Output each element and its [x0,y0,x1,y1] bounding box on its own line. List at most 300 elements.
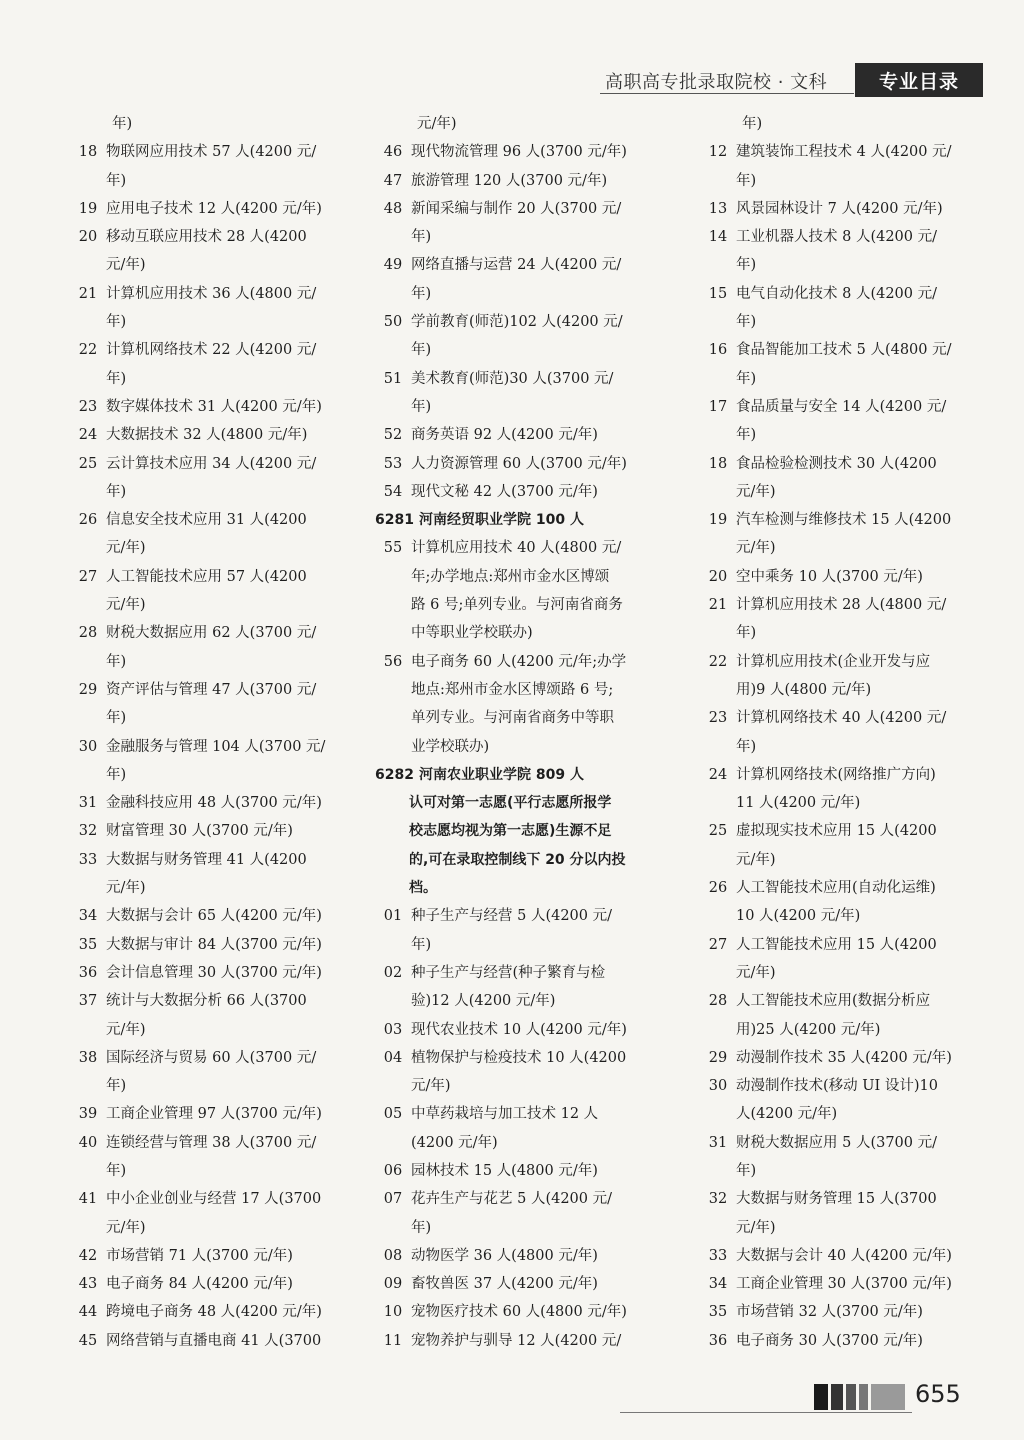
major-number: 20 [708,568,728,585]
major-number: 39 [78,1106,98,1123]
major-number: 11 [383,1332,403,1349]
major-number: 40 [78,1134,98,1151]
major-text [411,308,665,365]
column-1 [70,110,350,1355]
major-text [411,138,665,166]
major-entry [700,591,990,648]
major-number: 24 [78,427,98,444]
major-number: 44 [78,1304,98,1321]
major-text-line: 电子商务 84 人(4200 元/年) [106,1276,293,1293]
major-text [106,1242,350,1270]
major-text-line: 虚拟现实技术应用 15 人(4200 [736,823,937,840]
major-text [411,421,665,449]
major-entry [70,619,350,676]
major-entry [70,506,350,563]
major-entry [70,223,350,280]
major-text-line: 财税大数据应用 62 人(3700 元/ [106,625,317,642]
major-entry [700,931,990,988]
major-entry [700,761,990,818]
major-entry [375,1016,665,1044]
major-text [736,1242,990,1270]
major-number: 32 [708,1191,728,1208]
major-text [736,874,990,931]
major-text-line: 年) [411,229,432,246]
major-text [736,761,990,818]
major-text-line: 11 人(4200 元/年) [736,795,861,812]
major-text-line: 动漫制作技术(移动 UI 设计)10 [736,1078,938,1095]
major-entry [70,987,350,1044]
major-text-line: 现代物流管理 96 人(3700 元/年) [411,144,627,161]
major-number: 22 [708,653,728,670]
major-number: 31 [708,1134,728,1151]
major-number: 20 [78,229,98,246]
major-number: 23 [78,398,98,415]
major-entry [700,195,990,223]
major-text [736,450,990,507]
major-text-line: 验)12 人(4200 元/年) [411,993,556,1010]
major-entry [375,959,665,1016]
major-entry [70,393,350,421]
admission-note-line: 校志愿均视为第一志愿)生源不足 [409,823,612,840]
major-entry [375,1044,665,1101]
major-entry [700,223,990,280]
major-text-line: 市场营销 71 人(3700 元/年) [106,1247,293,1264]
major-text-line: 年) [106,314,127,331]
major-number: 56 [383,653,403,670]
major-number: 27 [78,568,98,585]
major-text-line: 资产评估与管理 47 人(3700 元/ [106,681,317,698]
major-text-line: (4200 元/年) [411,1134,498,1151]
major-text [736,138,990,195]
major-text-line: 大数据技术 32 人(4800 元/年) [106,427,308,444]
major-text [411,1157,665,1185]
major-entry [375,167,665,195]
major-text-line: 年) [736,370,757,387]
major-text-line: 应用电子技术 12 人(4200 元/年) [106,200,322,217]
admission-note [375,789,665,902]
major-entry [700,138,990,195]
major-text-line: 现代文秘 42 人(3700 元/年) [411,483,598,500]
major-entry [375,365,665,422]
major-entry [375,1157,665,1185]
major-text-line: 元/年) [106,597,146,614]
major-number: 28 [78,625,98,642]
major-number: 18 [78,144,98,161]
major-text-line: 年) [106,1162,127,1179]
major-text-line: 风景园林设计 7 人(4200 元/年) [736,200,943,217]
major-text-line: 动物医学 36 人(4800 元/年) [411,1247,598,1264]
major-number: 34 [78,908,98,925]
major-number: 09 [383,1276,403,1293]
major-entry [70,959,350,987]
major-number: 55 [383,540,403,557]
major-text [106,1327,350,1355]
major-text-line: 大数据与会计 40 人(4200 元/年) [736,1247,952,1264]
major-text-line: 计算机应用技术 28 人(4800 元/ [736,597,947,614]
major-text-line: 食品智能加工技术 5 人(4800 元/ [736,342,952,359]
major-text-line: 单列专业。与河南省商务中等职 [411,710,614,727]
major-number: 21 [78,285,98,302]
major-text-line: 美术教育(师范)30 人(3700 元/ [411,370,614,387]
major-text-line: 年;办学地点:郑州市金水区博颂 [411,568,610,585]
page-number: 655 [915,1380,961,1408]
major-entry [375,1242,665,1270]
major-number: 26 [708,880,728,897]
major-text-line: 学前教育(师范)102 人(4200 元/ [411,314,623,331]
major-entry [375,478,665,506]
major-text-line: 业学校联办) [411,738,490,755]
major-entry [700,1242,990,1270]
major-text [411,902,665,959]
major-text [106,223,350,280]
major-text-line: 年) [106,710,127,727]
major-entry [700,1270,990,1298]
major-text-line: 畜牧兽医 37 人(4200 元/年) [411,1276,598,1293]
major-number: 37 [78,993,98,1010]
school-code: 6281 [375,512,414,529]
major-text-line: 中等职业学校联办) [411,625,533,642]
major-text-line: 元/年) [411,1078,451,1095]
major-text-line: 地点:郑州市金水区博颂路 6 号; [411,681,614,698]
major-text [736,336,990,393]
major-number: 12 [708,144,728,161]
major-text [106,421,350,449]
major-text [736,648,990,705]
major-text [411,1016,665,1044]
major-text [736,817,990,874]
major-text [106,619,350,676]
major-entry [70,421,350,449]
major-text-line: 植物保护与检疫技术 10 人(4200 [411,1049,627,1066]
major-text [106,846,350,903]
major-text-line: 金融服务与管理 104 人(3700 元/ [106,738,326,755]
column-2 [375,110,665,1355]
major-text-line: 国际经济与贸易 60 人(3700 元/ [106,1049,317,1066]
major-entry [700,817,990,874]
major-number: 01 [383,908,403,925]
major-number: 16 [708,342,728,359]
major-number: 26 [78,512,98,529]
major-text-line: 年) [411,285,432,302]
major-number: 27 [708,936,728,953]
major-text [736,506,990,563]
major-text [736,1298,990,1326]
major-text-line: 人工智能技术应用(自动化运维) [736,880,936,897]
major-number: 21 [708,597,728,614]
major-number: 22 [78,342,98,359]
major-number: 25 [708,823,728,840]
major-text-line: 计算机应用技术 36 人(4800 元/ [106,285,317,302]
major-text-line: 年) [736,172,757,189]
major-text [736,704,990,761]
major-number: 46 [383,144,403,161]
major-entry [375,1270,665,1298]
major-text [411,959,665,1016]
major-text-line: 物联网应用技术 57 人(4200 元/ [106,144,317,161]
major-entry [70,1044,350,1101]
column-3 [700,110,990,1355]
major-entry [375,1327,665,1355]
major-entry [700,1298,990,1326]
major-number: 36 [708,1332,728,1349]
major-text [106,789,350,817]
major-text-line: 年) [411,936,432,953]
major-text [106,1100,350,1128]
major-text-line: 人力资源管理 60 人(3700 元/年) [411,455,627,472]
major-number: 38 [78,1049,98,1066]
major-entry [70,195,350,223]
major-entry [700,1072,990,1129]
major-number: 06 [383,1162,403,1179]
major-entry [700,506,990,563]
major-text-line: 移动互联应用技术 28 人(4200 [106,229,307,246]
major-text [106,138,350,195]
major-text [106,195,350,223]
major-text-line: 元/年) [106,1021,146,1038]
major-text-line: 中草药栽培与加工技术 12 人 [411,1106,599,1123]
major-number: 52 [383,427,403,444]
major-text [106,336,350,393]
major-number: 17 [708,398,728,415]
major-text-line: 宠物医疗技术 60 人(4800 元/年) [411,1304,627,1321]
major-number: 24 [708,766,728,783]
major-text-line: 金融科技应用 48 人(3700 元/年) [106,795,322,812]
major-entry [700,563,990,591]
major-text [411,167,665,195]
major-text-line: 人工智能技术应用 57 人(4200 [106,568,307,585]
major-text [736,280,990,337]
major-text [106,450,350,507]
major-text-line: 网络直播与运营 24 人(4200 元/ [411,257,622,274]
major-number: 15 [708,285,728,302]
major-text-line: 会计信息管理 30 人(3700 元/年) [106,964,322,981]
major-number: 07 [383,1191,403,1208]
major-entry [700,1129,990,1186]
major-number: 30 [708,1078,728,1095]
major-text [736,987,990,1044]
major-entry [70,931,350,959]
major-text-line: 年) [736,625,757,642]
major-text-line: 工业机器人技术 8 人(4200 元/ [736,229,937,246]
major-entry [70,563,350,620]
major-number: 33 [708,1247,728,1264]
major-text-line: 人工智能技术应用 15 人(4200 [736,936,937,953]
major-entry [70,902,350,930]
major-entry [375,1298,665,1326]
footer-decoration [814,1384,905,1410]
major-text-line: 中小企业创业与经营 17 人(3700 [106,1191,322,1208]
major-entry [700,1044,990,1072]
major-text-line: 人(4200 元/年) [736,1106,838,1123]
major-entry [70,1185,350,1242]
major-text-line: 信息安全技术应用 31 人(4200 [106,512,307,529]
major-number: 28 [708,993,728,1010]
major-number: 02 [383,964,403,981]
major-text [411,1185,665,1242]
major-entry [70,1100,350,1128]
major-number: 34 [708,1276,728,1293]
major-number: 19 [78,200,98,217]
major-text-line: 电气自动化技术 8 人(4200 元/ [736,285,937,302]
major-text-line: 计算机网络技术 40 人(4200 元/ [736,710,947,727]
major-text [411,1242,665,1270]
school-code: 6282 [375,766,414,783]
major-entry [700,874,990,931]
school-name: 河南农业职业学院 809 人 [419,766,584,783]
major-entry [375,251,665,308]
major-text-line: 连锁经营与管理 38 人(3700 元/ [106,1134,317,1151]
major-text [411,534,665,647]
major-text [106,1129,350,1186]
major-text [736,393,990,450]
major-entry [70,138,350,195]
major-entry [375,534,665,647]
major-text-line: 年) [106,653,127,670]
major-number: 29 [708,1049,728,1066]
major-text-line: 年) [106,483,127,500]
major-entry [70,450,350,507]
major-text-line: 统计与大数据分析 66 人(3700 [106,993,307,1010]
major-text [411,450,665,478]
major-entry [70,1129,350,1186]
major-entry [375,138,665,166]
continued-text: 元/年) [417,116,457,132]
major-number: 14 [708,229,728,246]
major-entry [70,733,350,790]
major-text-line: 用)9 人(4800 元/年) [736,681,872,698]
major-number: 03 [383,1021,403,1038]
major-text [411,365,665,422]
major-number: 54 [383,483,403,500]
major-text-line: 年) [736,314,757,331]
major-text-line: 元/年) [106,257,146,274]
major-text-line: 元/年) [736,483,776,500]
major-text-line: 年) [736,427,757,444]
major-text [736,1129,990,1186]
school-name: 河南经贸职业学院 100 人 [419,512,584,529]
major-text-line: 建筑装饰工程技术 4 人(4200 元/ [736,144,952,161]
school-heading [375,506,665,534]
admission-note-line: 的,可在录取控制线下 20 分以内投 [409,851,626,868]
major-number: 23 [708,710,728,727]
major-text-line: 元/年) [106,880,146,897]
major-text-line: 种子生产与经营(种子繁育与检 [411,964,606,981]
major-text-line: 年) [736,1162,757,1179]
major-entry [70,336,350,393]
major-entry [375,902,665,959]
major-text-line: 计算机网络技术 22 人(4200 元/ [106,342,317,359]
major-text-line: 云计算技术应用 34 人(4200 元/ [106,455,317,472]
major-number: 05 [383,1106,403,1123]
major-text-line: 食品质量与安全 14 人(4200 元/ [736,398,947,415]
footer-divider [620,1412,912,1413]
continued-text: 年) [742,116,763,132]
major-entry [700,280,990,337]
major-text [736,1185,990,1242]
major-text [106,987,350,1044]
major-text [736,1072,990,1129]
major-text-line: 年) [411,342,432,359]
major-text [736,931,990,988]
major-text [736,591,990,648]
major-text-line: 大数据与会计 65 人(4200 元/年) [106,908,322,925]
major-text-line: 元/年) [736,540,776,557]
major-entry [375,450,665,478]
major-entry [700,648,990,705]
major-number: 35 [78,936,98,953]
major-number: 42 [78,1247,98,1264]
section-tag: 专业目录 [855,63,983,97]
major-text-line: 种子生产与经营 5 人(4200 元/ [411,908,612,925]
major-text [736,1270,990,1298]
major-entry [700,704,990,761]
major-text-line: 汽车检测与维修技术 15 人(4200 [736,512,952,529]
major-number: 32 [78,823,98,840]
major-entry [375,195,665,252]
major-text [411,251,665,308]
major-text-line: 年) [736,738,757,755]
major-text-line: 用)25 人(4200 元/年) [736,1021,881,1038]
major-entry [700,1327,990,1355]
major-number: 04 [383,1049,403,1066]
major-entry [700,336,990,393]
major-text-line: 年) [411,1219,432,1236]
major-text-line: 计算机应用技术(企业开发与应 [736,653,931,670]
major-number: 25 [78,455,98,472]
major-text-line: 园林技术 15 人(4800 元/年) [411,1162,598,1179]
major-text [411,1298,665,1326]
admission-note-line: 认可对第一志愿(平行志愿所报学 [409,795,612,812]
major-number: 50 [383,314,403,331]
major-text-line: 年) [411,398,432,415]
major-number: 18 [708,455,728,472]
major-text-line: 财税大数据应用 5 人(3700 元/ [736,1134,937,1151]
major-number: 49 [383,257,403,274]
major-text-line: 元/年) [736,1219,776,1236]
major-text-line: 食品检验检测技术 30 人(4200 [736,455,937,472]
major-text [736,563,990,591]
major-number: 47 [383,172,403,189]
major-entry [700,1185,990,1242]
major-text-line: 市场营销 32 人(3700 元/年) [736,1304,923,1321]
major-number: 30 [78,738,98,755]
major-text [106,676,350,733]
major-number: 08 [383,1247,403,1264]
major-entry [375,1185,665,1242]
major-text-line: 空中乘务 10 人(3700 元/年) [736,568,923,585]
major-text-line: 计算机应用技术 40 人(4800 元/ [411,540,622,557]
major-text [106,959,350,987]
major-text [411,648,665,761]
major-text-line: 元/年) [106,540,146,557]
major-number: 13 [708,200,728,217]
major-text-line: 大数据与财务管理 15 人(3700 [736,1191,937,1208]
major-entry [375,1100,665,1157]
major-text [106,931,350,959]
major-text [411,195,665,252]
major-number: 19 [708,512,728,529]
major-entry [700,987,990,1044]
major-text [106,902,350,930]
header-divider [600,93,854,94]
major-entry [375,421,665,449]
major-text-line: 年) [106,172,127,189]
major-text-line: 元/年) [736,851,776,868]
major-text-line: 跨境电子商务 48 人(4200 元/年) [106,1304,322,1321]
major-number: 43 [78,1276,98,1293]
major-text-line: 年) [106,766,127,783]
major-text-line: 工商企业管理 30 人(3700 元/年) [736,1276,952,1293]
